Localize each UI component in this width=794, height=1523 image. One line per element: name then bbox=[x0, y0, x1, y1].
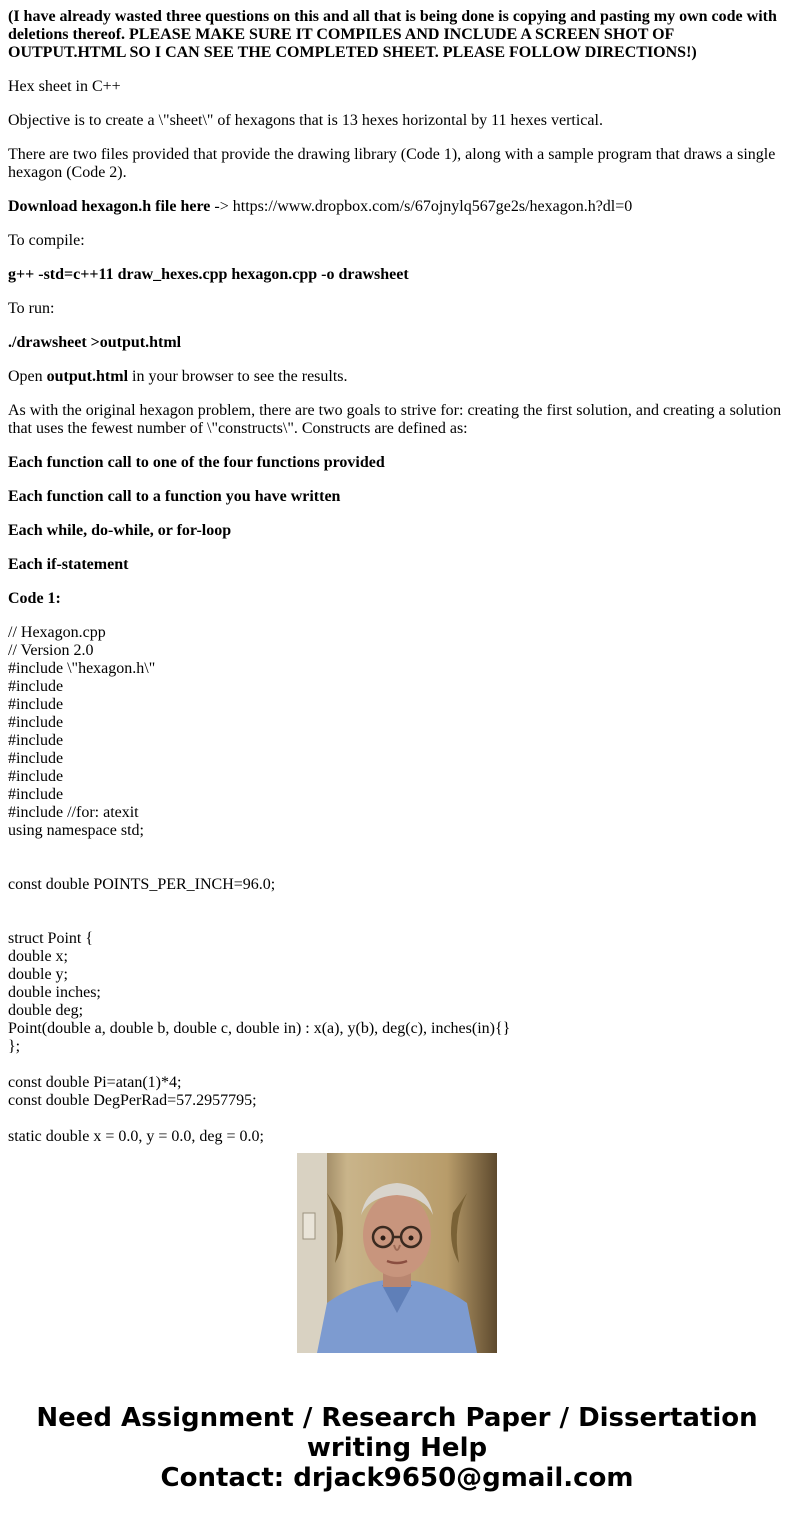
code-line bbox=[8, 912, 786, 930]
code-line: #include bbox=[8, 786, 64, 803]
run-label: To run: bbox=[8, 300, 55, 317]
compile-command: g++ -std=c++11 draw_hexes.cpp hexagon.cpp -o drawsheet bbox=[8, 266, 409, 283]
download-arrow: -> bbox=[210, 198, 233, 215]
code-line: #include \"hexagon.h\" bbox=[8, 660, 156, 677]
download-url: https://www.dropbox.com/s/67ojnylq567ge2s/hexagon.h?dl=0 bbox=[232, 198, 633, 215]
code-line bbox=[8, 894, 786, 912]
code-line: const double DegPerRad=57.2957795; bbox=[8, 1092, 257, 1109]
download-paragraph bbox=[8, 198, 786, 216]
construct-item: Each if-statement bbox=[8, 556, 129, 573]
avatar bbox=[297, 1153, 497, 1353]
code-line bbox=[8, 840, 786, 858]
code-block bbox=[8, 624, 786, 1146]
code-line: struct Point { bbox=[8, 930, 94, 947]
code-line: double deg; bbox=[8, 1002, 84, 1019]
objective-paragraph: Objective is to create a \"sheet\" of hexagons that is 13 hexes horizontal by 11 hexes vertical. bbox=[8, 112, 603, 129]
code-line: #include bbox=[8, 750, 64, 767]
download-label: Download hexagon.h file here bbox=[8, 198, 211, 215]
code-line: double x; bbox=[8, 948, 68, 965]
code-line: // Hexagon.cpp bbox=[8, 624, 106, 641]
code-line: #include bbox=[8, 678, 64, 695]
title-paragraph: Hex sheet in C++ bbox=[8, 78, 121, 95]
promo-banner bbox=[0, 1403, 794, 1493]
code-line bbox=[8, 1056, 786, 1074]
code-line: #include bbox=[8, 732, 64, 749]
code-line: const double Pi=atan(1)*4; bbox=[8, 1074, 182, 1091]
open-paragraph: Open output.html in your browser to see the results. bbox=[8, 368, 348, 385]
code-line: #include bbox=[8, 768, 64, 785]
run-command: ./drawsheet >output.html bbox=[8, 334, 182, 351]
construct-item: Each while, do-while, or for-loop bbox=[8, 522, 232, 539]
promo-contact: Contact: drjack9650@gmail.com bbox=[160, 1463, 634, 1493]
output-file-name: output.html bbox=[46, 368, 129, 385]
files-paragraph: There are two files provided that provide the drawing library (Code 1), along with a sample program that draws a single hexagon (Code 2). bbox=[8, 146, 776, 181]
construct-item: Each function call to a function you have written bbox=[8, 488, 341, 505]
code-line: double inches; bbox=[8, 984, 101, 1001]
intro-paragraph: (I have already wasted three questions on this and all that is being done is copying and pasting my own code with deletions thereof. PLEASE MAKE SURE IT COMPILES AND INCLUDE A SCREEN SHOT OF OUTPUT.HTML SO I CAN SEE THE COMPLETED SHEET. PLEASE FOLLOW DIRECTIONS!) bbox=[8, 8, 777, 61]
code-line bbox=[8, 1110, 786, 1128]
construct-item: Each function call to one of the four functions provided bbox=[8, 454, 385, 471]
code-line: #include bbox=[8, 696, 64, 713]
code-line: using namespace std; bbox=[8, 822, 144, 839]
code-line: #include bbox=[8, 714, 64, 731]
question-document bbox=[8, 0, 786, 1145]
code-line: // Version 2.0 bbox=[8, 642, 94, 659]
compile-label: To compile: bbox=[8, 232, 85, 249]
code-line: #include //for: atexit bbox=[8, 804, 139, 821]
code-line: static double x = 0.0, y = 0.0, deg = 0.0; bbox=[8, 1128, 264, 1145]
code-line: const double POINTS_PER_INCH=96.0; bbox=[8, 876, 276, 893]
code-line: }; bbox=[8, 1038, 21, 1055]
code-line: double y; bbox=[8, 966, 68, 983]
code-line: Point(double a, double b, double c, double in) : x(a), y(b), deg(c), inches(in){} bbox=[8, 1020, 511, 1037]
code-heading: Code 1: bbox=[8, 590, 61, 607]
avatar-photo bbox=[297, 1153, 497, 1353]
promo-line: Need Assignment / Research Paper / Dissertation bbox=[36, 1403, 758, 1433]
code-line bbox=[8, 858, 786, 876]
promo-line: writing Help bbox=[306, 1433, 488, 1463]
goals-paragraph: As with the original hexagon problem, there are two goals to strive for: creating the first solution, and creating a solution that uses the fewest number of \"constructs\". Constructs are defined as: bbox=[8, 402, 782, 437]
